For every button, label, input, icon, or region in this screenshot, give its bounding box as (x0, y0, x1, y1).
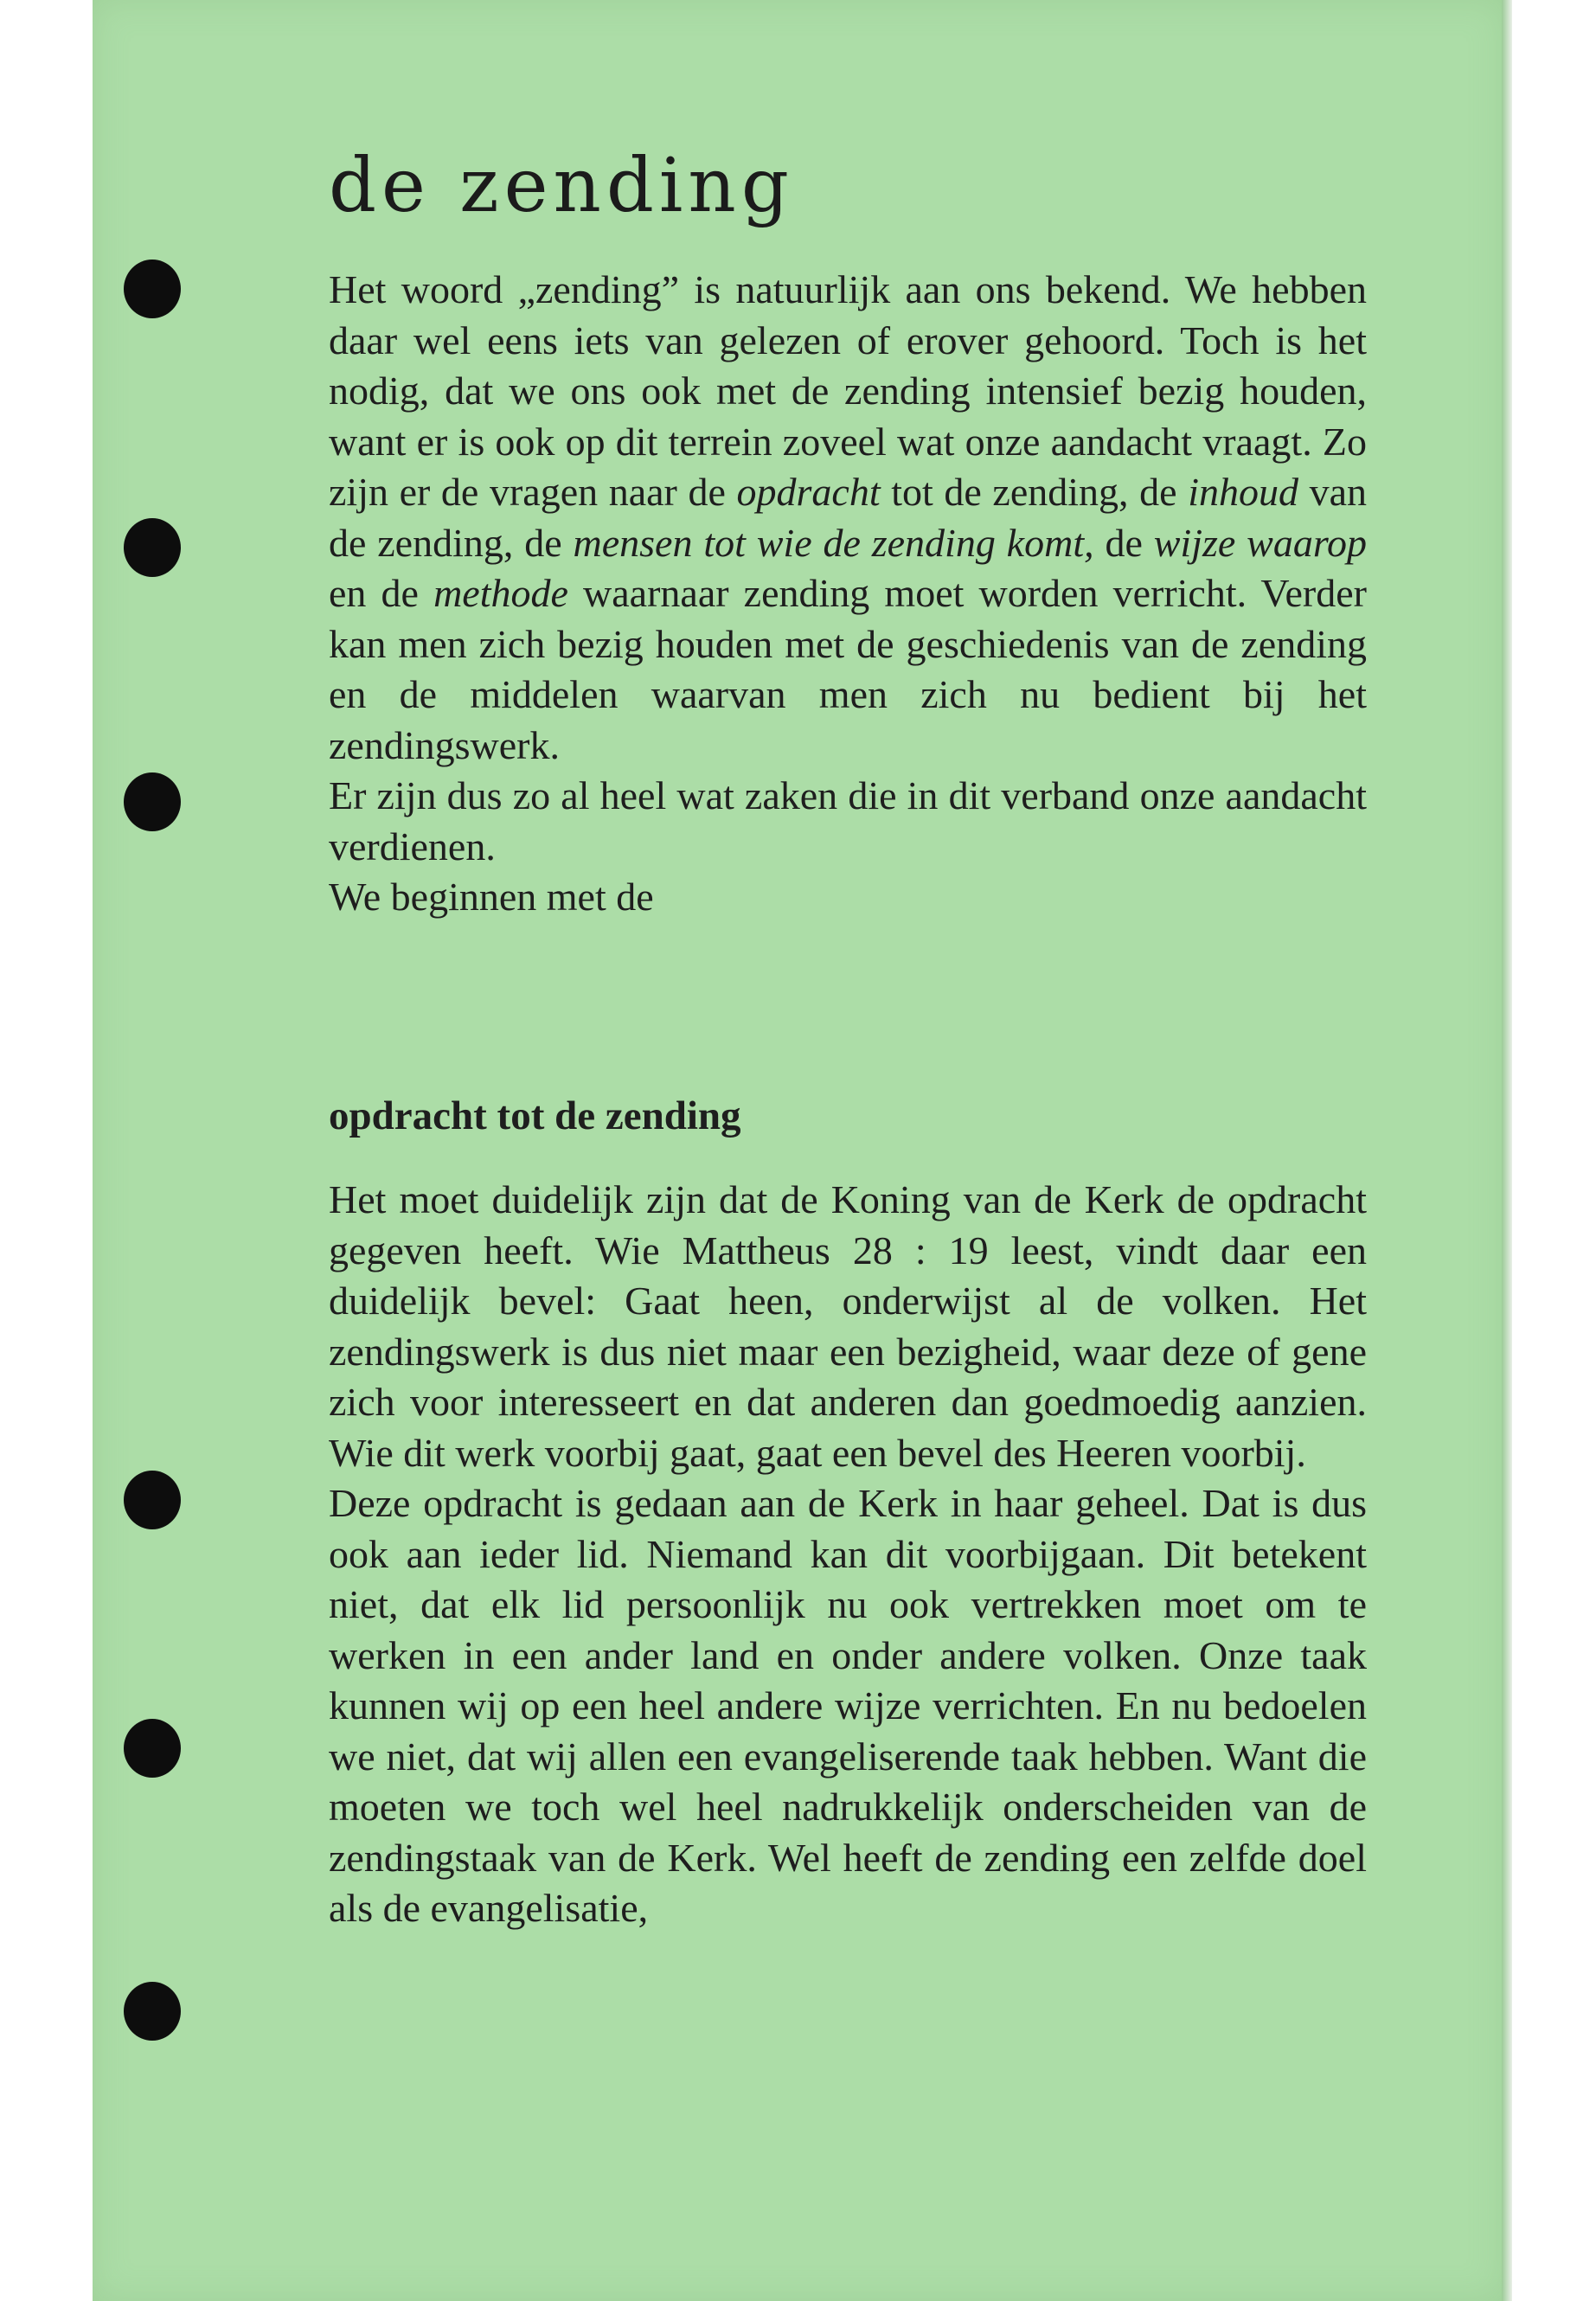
text-run: van de zending, de (329, 470, 1367, 565)
punch-hole (124, 260, 181, 318)
emphasized-text: wijze waarop (1153, 520, 1368, 565)
punch-hole (124, 518, 181, 577)
punch-hole (124, 1982, 181, 2041)
punch-hole (124, 772, 181, 831)
paragraph (329, 1175, 1367, 1478)
punch-hole (124, 1719, 181, 1778)
emphasized-text: inhoud (1188, 470, 1298, 514)
paragraph (329, 771, 1367, 872)
page-title: de zending (329, 143, 794, 229)
intro-text (329, 265, 1367, 923)
text-run: de (1093, 520, 1154, 565)
text-run: waarnaar zending moet worden verricht. Verder kan men zich bezig houden met de geschiedenis van de zending en de middelen waarvan men zich nu bedient bij het zendingswerk. (329, 571, 1367, 767)
text-run: Het woord „zending” is natuurlijk aan ons bekend. We hebben daar wel eens iets van gelezen of erover gehoord. Toch is het nodig, dat we ons ook met de zending intensief bezig houden, want er is ook op dit terrein zoveel wat onze aandacht vraagt. Zo zijn er de vragen naar de (329, 267, 1367, 514)
text-run: Er zijn dus zo al heel wat zaken die in dit verband onze aandacht verdienen. (329, 773, 1367, 868)
section-text (329, 1175, 1367, 1934)
section-heading: opdracht tot de zending (329, 1093, 741, 1138)
punch-hole (124, 1471, 181, 1529)
text-run: tot de zending, de (880, 470, 1189, 514)
sheet-edge (1502, 0, 1512, 2301)
emphasized-text: opdracht (736, 470, 881, 514)
text-run: We beginnen met de (329, 875, 654, 919)
emphasized-text: methode (433, 571, 568, 615)
text-run: Het moet duidelijk zijn dat de Koning van de Kerk de opdracht gegeven heeft. Wie Mattheus 28 : 19 leest, vindt daar een duidelijk bevel: Gaat heen, onderwijst al de volken. Het zendingswerk is dus niet maar een bezigheid, waar deze of gene zich voor interesseert en dat anderen dan goedmoedig aanzien. Wie dit werk voorbij gaat, gaat een bevel des Heeren voorbij. (329, 1177, 1367, 1475)
paragraph (329, 872, 1367, 923)
emphasized-text: mensen tot wie de zending komt, (573, 520, 1094, 565)
text-run: Deze opdracht is gedaan aan de Kerk in haar geheel. Dat is dus ook aan ieder lid. Niemand kan dit voorbijgaan. Dit betekent niet, dat elk lid persoonlijk nu ook vertrekken moet om te werken in een ander land en onder andere volken. Onze taak kunnen wij op een heel andere wijze verrichten. En nu bedoelen we niet, dat wij allen een evangeliserende taak hebben. Want die moeten we toch wel heel nadrukkelijk onderscheiden van de zendingstaak van de Kerk. Wel heeft de zending een zelfde doel als de evangelisatie, (329, 1481, 1367, 1930)
text-run: en de (329, 571, 434, 615)
paragraph (329, 1478, 1367, 1934)
paragraph (329, 265, 1367, 771)
